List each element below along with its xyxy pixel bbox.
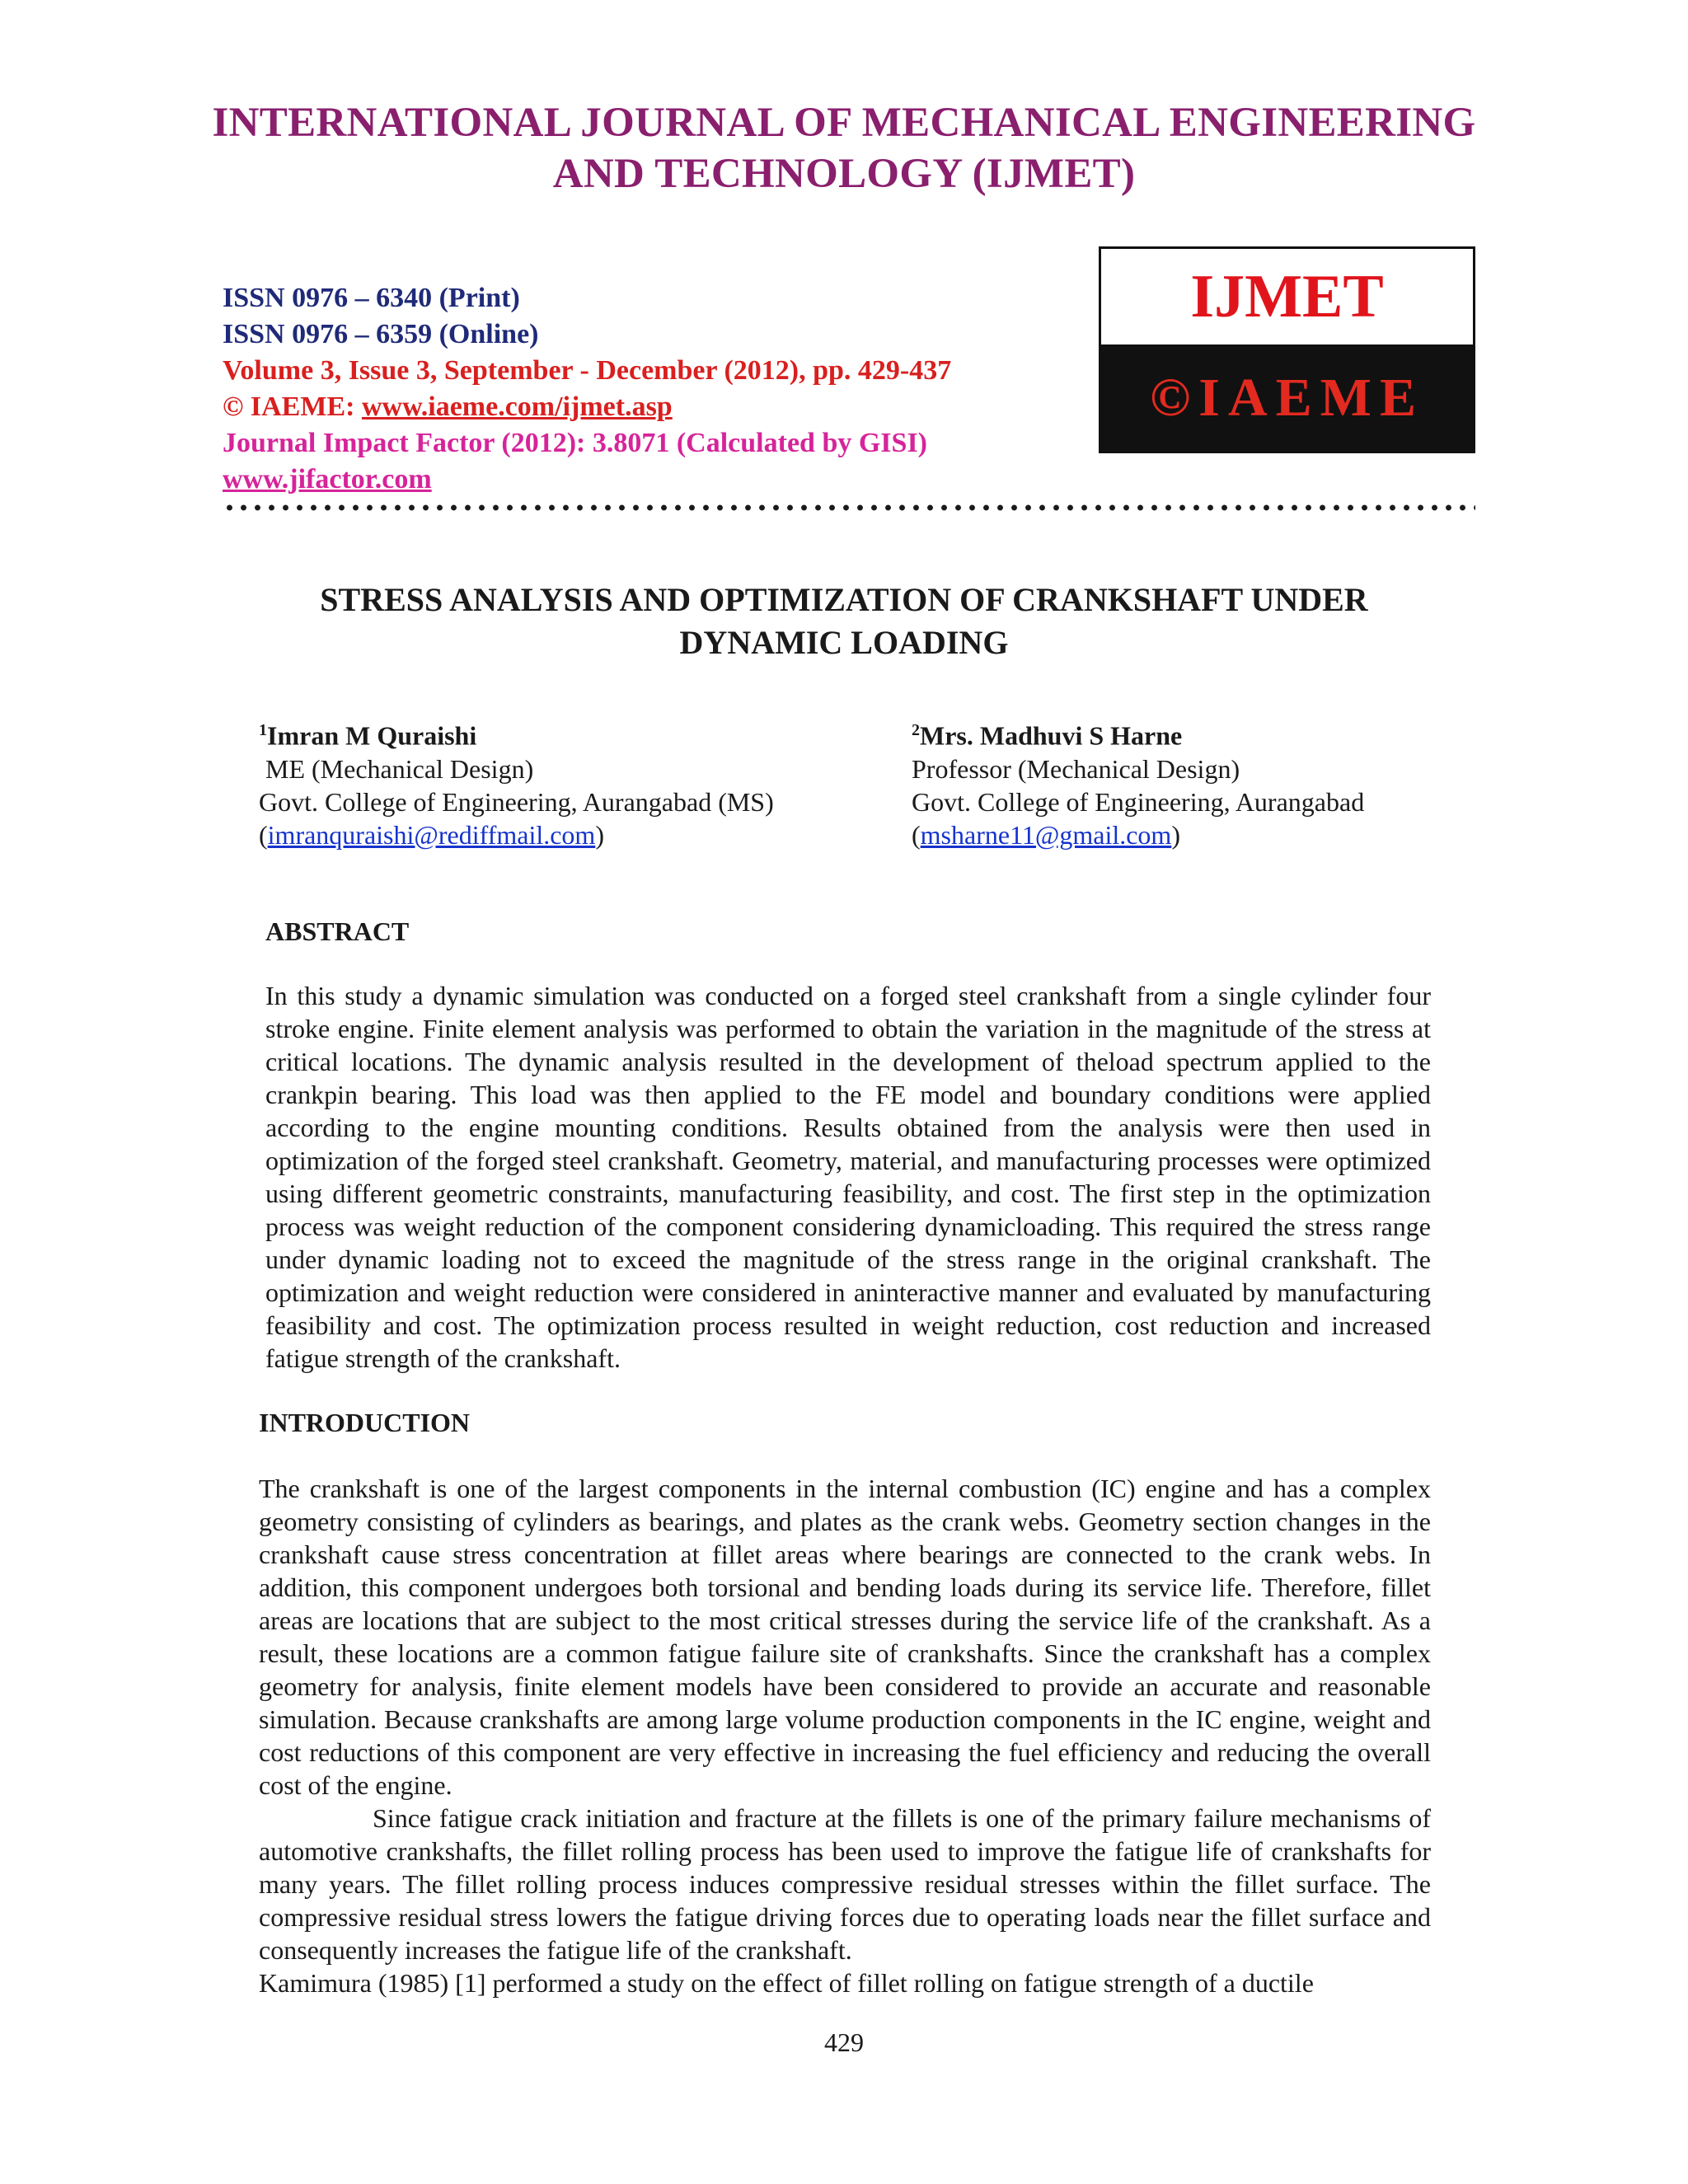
paper-title-line2: DYNAMIC LOADING xyxy=(679,624,1009,661)
ijmet-logo xyxy=(1099,246,1475,453)
author-name-line xyxy=(912,714,1364,752)
intro-paragraph-3: Kamimura (1985) [1] performed a study on the effect of fillet rolling on fatigue strength of a ductile xyxy=(259,1968,1314,1998)
author-role: ME (Mechanical Design) xyxy=(265,753,534,784)
issn-online: ISSN 0976 – 6359 (Online) xyxy=(223,319,539,349)
impact-factor: Journal Impact Factor (2012): 3.8071 (Calculated by GISI) xyxy=(223,428,927,458)
author-name: Imran M Quraishi xyxy=(267,720,477,751)
author-email-link[interactable]: imranquraishi@rediffmail.com xyxy=(267,819,596,850)
abstract-text: In this study a dynamic simulation was conducted on a forged steel crankshaft from a single cylinder four stroke engine. Finite element analysis was performed to obtain the variation in the magnitude of the stress at critical locations. The dynamic analysis resulted in the development of theload spectrum applied to the crankpin bearing. This load was then applied to the FE model and boundary conditions were applied according to the engine mounting conditions. Results obtained from the analysis were then used in optimization of the forged steel crankshaft. Geometry, material, and manufacturing processes were optimized using different geometric constraints, manufacturing feasibility, and cost. The first step in the optimization process was weight reduction of the component considering dynamicloading. This required the stress range under dynamic loading not to exceed the magnitude of the stress range in the original crankshaft. The optimization and weight reduction were considered in aninteractive manner and evaluated by manufacturing feasibility and cost. The optimization process resulted in weight reduction, cost reduction and increased fatigue strength of the crankshaft. xyxy=(265,981,1431,1373)
intro-paragraph-1: The crankshaft is one of the largest components in the internal combustion (IC) engine and has a complex geometry consisting of cylinders as bearings, and plates as the crank webs. Geometry section changes in the crankshaft cause stress concentration at fillet areas where bearings are connected to the crank webs. In addition, this component undergoes both torsional and bending loads during its service life. Therefore, fillet areas are locations that are subject to the most critical stresses during the service life of the crankshaft. As a result, these locations are a common fatigue failure site of crankshafts. Since the crankshaft has a complex geometry for analysis, finite element models have been considered to provide an accurate and reasonable simulation. Because crankshafts are among large volume production components in the IC engine, weight and cost reductions of this component are very effective in increasing the fuel efficiency and reducing the overall cost of the engine. xyxy=(259,1474,1431,1800)
abstract-heading: ABSTRACT xyxy=(265,916,410,946)
issn-print: ISSN 0976 – 6340 (Print) xyxy=(223,283,520,313)
author-block-1 xyxy=(259,714,774,851)
author-block-2 xyxy=(912,714,1364,851)
jifactor-link[interactable]: www.jifactor.com xyxy=(223,464,432,494)
author-email-line: (msharne11@gmail.com) xyxy=(912,819,1180,850)
author-affiliation: Govt. College of Engineering, Aurangabad (MS) xyxy=(259,786,774,817)
journal-title xyxy=(0,97,1688,199)
paper-title xyxy=(0,579,1688,664)
introduction-body xyxy=(259,1472,1431,1999)
paper-title-line1: STRESS ANALYSIS AND OPTIMIZATION OF CRANKSHAFT UNDER xyxy=(320,581,1368,618)
journal-title-line1: INTERNATIONAL JOURNAL OF MECHANICAL ENGINEERING xyxy=(212,100,1476,146)
journal-metadata xyxy=(223,280,951,498)
author-name: Mrs. Madhuvi S Harne xyxy=(920,720,1183,751)
publisher-line xyxy=(223,389,951,425)
intro-paragraph-2: Since fatigue crack initiation and fracture at the fillets is one of the primary failure mechanisms of automotive crankshafts, the fillet rolling process has been used to improve the fatigue life of crankshafts for many years. The fillet rolling process induces compressive residual stresses within the fillet surface. The compressive residual stress lowers the fatigue driving forces due to operating loads near the fillet surface and consequently increases the fatigue life of the crankshaft. xyxy=(259,1803,1431,1965)
logo-iaeme-text: ©IAEME xyxy=(1101,344,1473,451)
dotted-divider xyxy=(223,503,1475,513)
introduction-heading: INTRODUCTION xyxy=(259,1408,471,1437)
author-superscript: 2 xyxy=(912,721,920,739)
jifactor-line xyxy=(223,462,951,498)
author-email-link[interactable]: msharne11@gmail.com xyxy=(920,819,1172,850)
volume-info: Volume 3, Issue 3, September - December (2012), pp. 429-437 xyxy=(223,355,952,386)
author-email-line: (imranquraishi@rediffmail.com) xyxy=(259,819,604,850)
author-role: Professor (Mechanical Design) xyxy=(912,753,1240,784)
author-superscript: 1 xyxy=(259,721,267,739)
journal-title-line2: AND TECHNOLOGY (IJMET) xyxy=(552,151,1136,197)
publisher-prefix: © IAEME: xyxy=(223,391,362,422)
logo-ijmet-text: IJMET xyxy=(1101,249,1473,344)
author-affiliation: Govt. College of Engineering, Aurangabad xyxy=(912,786,1365,817)
page-number: 429 xyxy=(824,2027,864,2057)
author-name-line xyxy=(259,714,774,752)
publisher-link[interactable]: www.iaeme.com/ijmet.asp xyxy=(361,391,673,422)
